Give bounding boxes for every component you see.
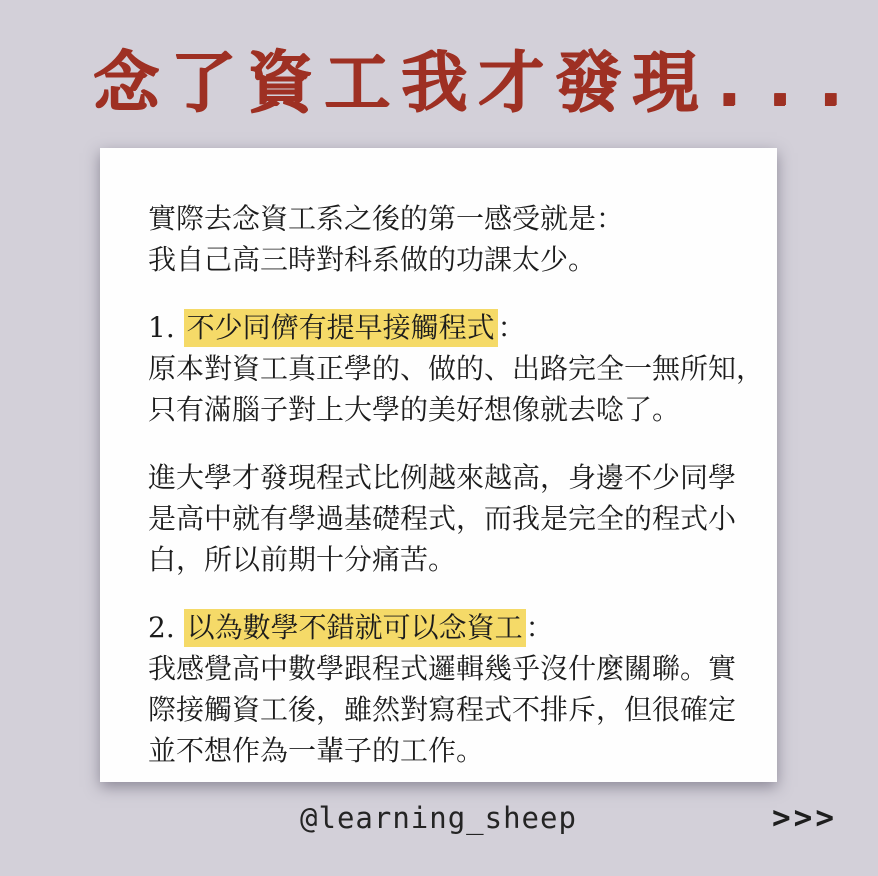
para-2-line-2: 是高中就有學過基礎程式，而我是完全的程式小 (148, 502, 737, 535)
point-2-colon: ： (525, 611, 554, 644)
para-2-line-1: 進大學才發現程式比例越來越高，身邊不少同學 (148, 461, 737, 494)
point-2-section (148, 607, 737, 771)
para-2-line-3: 白，所以前期十分痛苦。 (148, 543, 457, 576)
point-2-line-2: 際接觸資工後，雖然對寫程式不排斥，但很確定 (148, 693, 737, 726)
point-1-paragraph-2 (148, 457, 737, 580)
account-handle: @learning_sheep (300, 801, 577, 835)
point-1-colon: ： (497, 311, 526, 344)
point-2-number: 2. (148, 611, 184, 644)
point-2-line-3: 並不想作為一輩子的工作。 (148, 734, 485, 767)
intro-line-2: 我自己高三時對科系做的功課太少。 (148, 243, 597, 276)
point-1-number: 1. (148, 311, 184, 344)
intro-paragraph (148, 198, 731, 280)
point-1-line-2: 只有滿腦子對上大學的美好想像就去唸了。 (148, 393, 681, 426)
point-1-line-1: 原本對資工真正學的、做的、出路完全一無所知， (148, 352, 765, 385)
point-2-heading (148, 607, 731, 648)
point-1-heading (148, 307, 731, 348)
page-title: 念了資工我才發現... (93, 44, 862, 121)
content-card (100, 148, 777, 782)
point-2-highlight: 以為數學不錯就可以念資工 (184, 609, 526, 647)
point-1-section (148, 307, 765, 430)
point-2-line-1: 我感覺高中數學跟程式邏輯幾乎沒什麼關聯。實 (148, 652, 737, 685)
point-1-highlight: 不少同儕有提早接觸程式 (184, 309, 498, 347)
next-page-arrows: >>> (772, 800, 837, 836)
intro-line-1: 實際去念資工系之後的第一感受就是： (148, 202, 625, 235)
